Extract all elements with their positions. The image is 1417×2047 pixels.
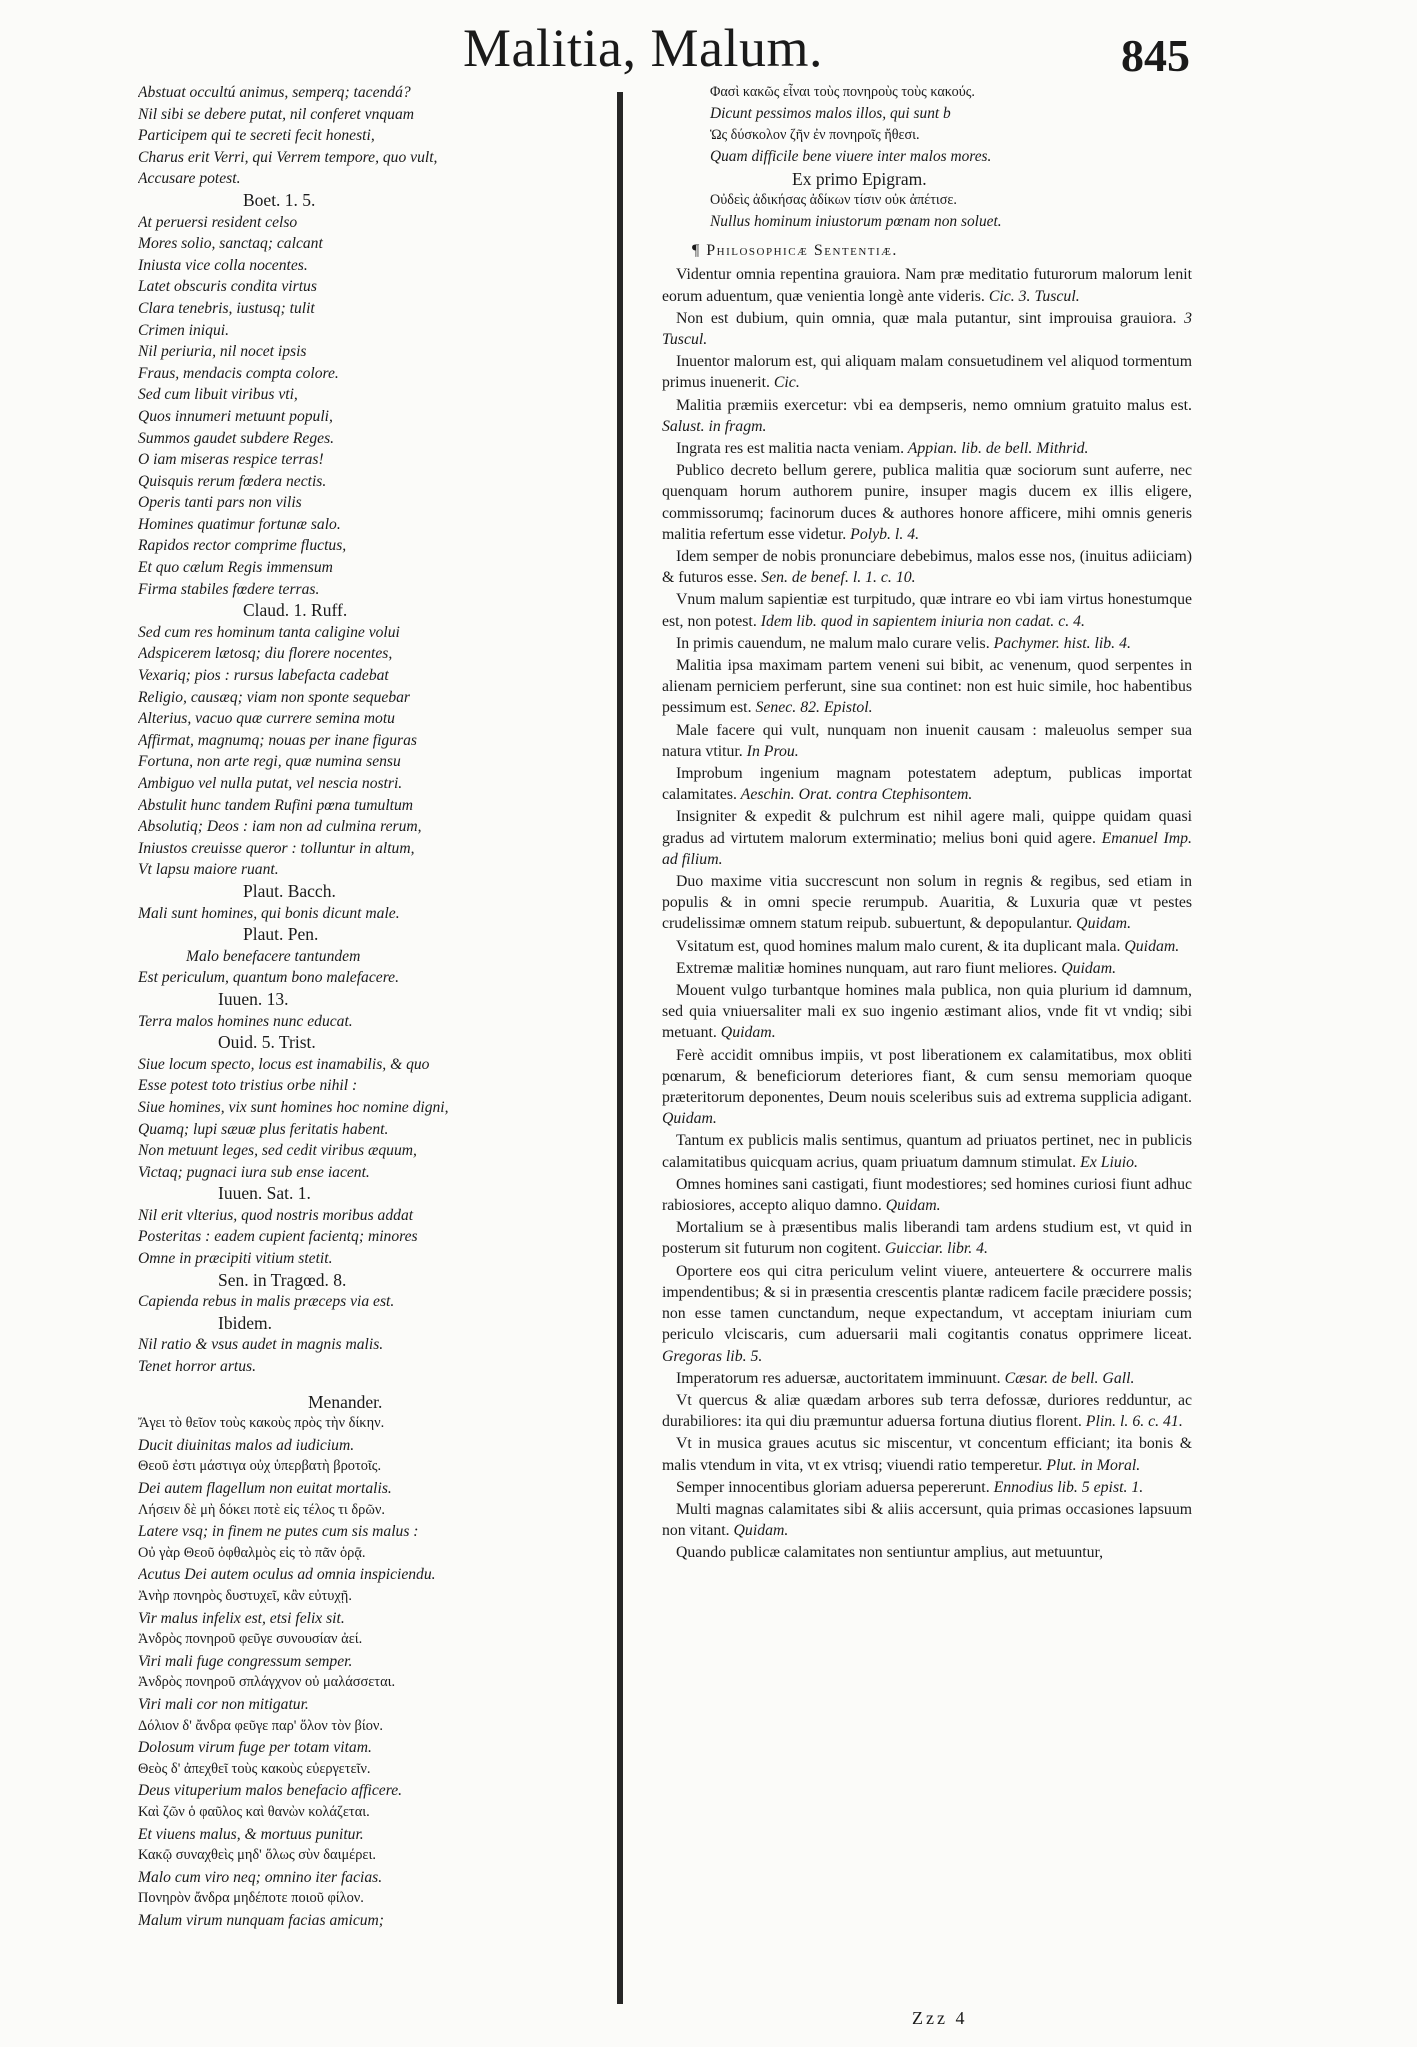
sentence-citation: Gregoras lib. 5. xyxy=(662,1347,763,1365)
verse-line: Religio, causæq; viam non sponte sequebar xyxy=(138,688,410,706)
source-citation: Iuuen. Sat. 1. xyxy=(218,1183,311,1204)
sentence-text: Malitia ipsa maximam partem veneni sui bibit, ac venenum, quod serpentes in alienam perniciem perferunt, sine sua continet: non est huic simile, hoc habentibus pessimum est. xyxy=(662,657,1192,717)
sentence-paragraph xyxy=(662,546,1192,588)
verse-line: Acutus Dei autem oculus ad omnia inspiciendu. xyxy=(138,1566,436,1584)
verse-line: Deus vituperium malos benefacio afficere. xyxy=(138,1782,403,1800)
sentence-citation: Cic. 3. Tuscul. xyxy=(984,287,1080,305)
sentence-paragraph xyxy=(662,1477,1192,1498)
sentence-paragraph xyxy=(662,351,1192,393)
verse-line: Viri mali cor non mitigatur. xyxy=(138,1695,309,1713)
sentence-paragraph xyxy=(662,1217,1192,1259)
sentence-text: Idem semper de nobis pronunciare debebimus, malos esse nos, (inuitus adiiciam) & futuros esse. xyxy=(662,547,1192,587)
source-citation: Plaut. Bacch. xyxy=(243,880,336,901)
page-title: Malitia, Malum. xyxy=(463,18,823,78)
sentence-text: Ferè accidit omnibus impiis, vt post liberationem ex calamitatibus, mox obliti pœnarum, & beneficiorum deteriores fiant, & cum sensu memoriam quoque præteritorum deponentes, Deum nouis sceleribus suis ad extrema supplicia adigant. xyxy=(662,1046,1192,1107)
sentence-citation: Aeschin. Orat. contra Ctephisontem. xyxy=(737,786,973,804)
sentence-text: Videntur omnia repentina grauiora. Nam præ meditatio futurorum malorum lenit eorum aduentum, quæ venientia longè ante videris. xyxy=(662,266,1192,305)
verse-line: Dei autem flagellum non euitat mortalis. xyxy=(138,1480,392,1497)
greek-verse-line: Δόλιον δ' ἄνδρα φεῦγε παρ' ὅλον τὸν βίον. xyxy=(138,1717,383,1734)
signature-mark: Zzz 4 xyxy=(912,2008,968,2028)
verse-line: Latet obscuris condita virtus xyxy=(138,278,317,296)
sentence-text: Imperatorum res aduersæ, auctoritatem imminuunt. xyxy=(676,1369,1001,1387)
greek-verse-line: Ἀνδρὸς πονηροῦ φεῦγε συνουσίαν ἀεί. xyxy=(138,1631,363,1648)
verse-line: Fortuna, non arte regi, quæ numina sensu xyxy=(138,753,401,771)
page-number: 845 xyxy=(1121,30,1190,81)
sentence-citation: Salust. in fragm. xyxy=(662,417,767,435)
verse-line: Alterius, vacuo quæ currere semina motu xyxy=(138,710,395,728)
greek-verse-line: Οὐ γὰρ Θεοῦ ὀφθαλμὸς εἰς τὸ πᾶν ὁρᾷ. xyxy=(138,1544,366,1561)
verse-line: Est periculum, quantum bono malefacere. xyxy=(138,969,400,987)
sentence-text: Improbum ingenium magnam potestatem adeptum, publicas importat calamitates. xyxy=(662,765,1192,804)
sentence-citation: Quidam. xyxy=(881,1197,941,1215)
greek-verse-line: Φασὶ κακῶς εἶναι τοὺς πονηροὺς τοὺς κακούς. xyxy=(710,84,975,100)
sentence-citation: Plin. l. 6. c. 41. xyxy=(1081,1413,1183,1431)
sentence-paragraph xyxy=(662,308,1192,350)
greek-verse-line: Πονηρὸν ἄνδρα μηδέποτε ποιοῦ φίλον. xyxy=(138,1890,364,1907)
sentence-paragraph xyxy=(662,871,1192,935)
sentence-paragraph xyxy=(662,438,1192,459)
spacer xyxy=(138,1378,588,1392)
verse-line: Rapidos rector comprime fluctus, xyxy=(138,537,347,555)
sentence-citation: Quidam. xyxy=(1072,915,1132,933)
sentence-text: Mouent vulgo turbantque homines mala publica, non quia plurium id damnum, sed quia vniuersaliter mali ex suo ingenio æstimant alios, vnde fit vt vndiq; sibi metuant. xyxy=(662,982,1192,1042)
sentence-text: Duo maxime vitia succrescunt non solum in regnis & regibus, sed etiam in populis & in omni specie rerumpub. Auaritia, & Luxuria quæ vt pestes crudelissimæ omnem statum reipub. subuertunt, & depopulantur. xyxy=(662,873,1192,933)
verse-line: Iniusta vice colla nocentes. xyxy=(138,256,308,274)
verse-line: Terra malos homines nunc educat. xyxy=(138,1012,353,1030)
verse-line: Quamq; lupi sæuæ plus feritatis habent. xyxy=(138,1120,389,1138)
source-citation: Claud. 1. Ruff. xyxy=(243,600,348,621)
greek-verse-line: Θεοῦ ἐστι μάστιγα οὐχ ὑπερβατὴ βροτοῖς. xyxy=(138,1458,382,1475)
sentence-text: Ingrata res est malitia nacta veniam. xyxy=(676,439,905,457)
verse-line: Esse potest toto tristius orbe nihil : xyxy=(138,1077,358,1095)
greek-verse-line: Ἀνδρὸς πονηροῦ σπλάγχνον οὐ μαλάσσεται. xyxy=(138,1674,396,1691)
sentence-paragraph xyxy=(662,1261,1192,1367)
sentence-paragraph xyxy=(662,763,1192,805)
verse-line: Abstulit hunc tandem Rufini pœna tumultum xyxy=(138,796,414,814)
sentence-citation: Appian. lib. de bell. Mithrid. xyxy=(904,439,1089,457)
sentence-text: Non est dubium, quin omnia, quæ mala putantur, sint improuisa grauiora. xyxy=(676,309,1177,327)
sentence-citation: Emanuel Imp. ad filium. xyxy=(662,829,1192,868)
greek-verse-line: Οὐδεὶς ἀδικήσας ἀδίκων τίσιν οὐκ ἀπέτισε. xyxy=(710,191,957,208)
verse-line: Quam difficile bene viuere inter malos mores. xyxy=(710,148,992,166)
verse-line: Malum virum nunquam facias amicum; xyxy=(138,1911,385,1929)
sentence-text: Vt in musica graues acutus sic miscentur, vt concentum efficiant; ita bonis & malis vtendum in vita, vt ex vtrisq; viuendi ratio temperetur. xyxy=(662,1435,1192,1474)
sentence-text: In primis cauendum, ne malum malo curare velis. xyxy=(676,634,990,652)
verse-line: Vt lapsu maiore ruant. xyxy=(138,861,279,879)
sentence-citation: Quidam. xyxy=(716,1024,776,1042)
sentence-citation: Ennodius lib. 5 epist. 1. xyxy=(989,1478,1144,1496)
source-citation: Boet. 1. 5. xyxy=(243,189,316,210)
sentence-citation: Pachymer. hist. lib. 4. xyxy=(989,634,1131,652)
sentence-text: Multi magnas calamitates sibi & aliis accersunt, quia primas occasiones lapsuum non vitant. xyxy=(662,1500,1192,1540)
verse-line: At peruersi resident celso xyxy=(138,213,298,231)
sentence-text: Inuentor malorum est, qui aliquam malam consuetudinem vel aliquod tormentum primus inuenerit. xyxy=(662,353,1192,392)
verse-line: Malo cum viro neq; omnino iter facias. xyxy=(138,1868,383,1886)
sentence-paragraph xyxy=(662,1499,1192,1541)
source-citation: Plaut. Pen. xyxy=(243,924,319,945)
verse-line: Nil periuria, nil nocet ipsis xyxy=(138,343,307,361)
sentence-paragraph xyxy=(662,806,1192,870)
sentence-paragraph xyxy=(662,1174,1192,1216)
verse-line: Participem qui te secreti fecit honesti, xyxy=(138,127,375,145)
verse-line: Nil ratio & vsus audet in magnis malis. xyxy=(138,1336,384,1354)
sentence-text: Malitia præmiis exercetur: vbi ea dempseris, nemo omnium gratuito malus est. xyxy=(676,396,1192,414)
verse-line: Et viuens malus, & mortuus punitur. xyxy=(138,1825,364,1843)
greek-verse-line: Θεὸς δ' ἀπεχθεῖ τοὺς κακοὺς εὐεργετεῖν. xyxy=(138,1760,371,1777)
verse-line: Abstuat occultú animus, semperq; tacendá? xyxy=(138,84,411,101)
sentence-citation: 3 Tuscul. xyxy=(662,309,1192,348)
verse-line: Victaq; pugnaci iura sub ense iacent. xyxy=(138,1163,370,1181)
source-citation: Ex primo Epigram. xyxy=(792,168,927,189)
verse-line: Malo benefacere tantundem xyxy=(186,947,361,965)
verse-line: Nil sibi se debere putat, nil conferet vnquam xyxy=(138,105,415,123)
sentence-citation: Polyb. l. 4. xyxy=(846,525,920,543)
verse-line: Capienda rebus in malis præceps via est. xyxy=(138,1293,395,1311)
greek-verse-line: Καὶ ζῶν ὁ φαῦλος καὶ θανὼν κολάζεται. xyxy=(138,1803,370,1820)
verse-line: Latere vsq; in finem ne putes cum sis malus : xyxy=(138,1523,419,1541)
sentence-paragraph xyxy=(662,589,1192,631)
left-column xyxy=(138,82,588,2026)
sentence-paragraph xyxy=(662,1368,1192,1389)
verse-line: Accusare potest. xyxy=(138,170,241,188)
verse-line: Vir malus infelix est, etsi felix sit. xyxy=(138,1609,345,1627)
verse-line: Posteritas : eadem cupient facientq; minores xyxy=(138,1228,418,1246)
sentence-paragraph xyxy=(662,395,1192,437)
verse-line: Absolutiq; Deos : iam non ad culmina rerum, xyxy=(138,818,422,836)
verse-line: Vexariq; pios : rursus labefacta cadebat xyxy=(138,667,389,685)
sentence-text: Vsitatum est, quod homines malum malo curent, & ita duplicant mala. xyxy=(676,937,1121,955)
verse-line: Affirmat, magnumq; nouas per inane figuras xyxy=(138,731,417,749)
greek-verse-line: Ὡς δύσκολον ζῆν ἐν πονηροῖς ἤθεσι. xyxy=(710,126,920,143)
sentence-text: Vt quercus & aliæ quædam arbores sub terra defossæ, duriores redduntur, ac durabiliores: ita qui diu præmuntur aduersa fortuna diutius florent. xyxy=(662,1391,1192,1431)
verse-line: Firma stabiles fœdere terras. xyxy=(138,580,320,598)
greek-verse-line: Ἄγει τὸ θεῖον τοὺς κακοὺς πρὸς τὴν δίκην. xyxy=(138,1415,385,1432)
verse-line: Siue homines, vix sunt homines hoc nomine digni, xyxy=(138,1098,449,1116)
sentence-citation: Sen. de benef. l. 1. c. 10. xyxy=(757,569,916,587)
sentence-citation: Quidam. xyxy=(1120,937,1180,955)
verse-line: Summos gaudet subdere Reges. xyxy=(138,429,335,447)
greek-verse-line: Κακῷ συναχθεὶς μηδ' ὅλως σὺν δαιμέρει. xyxy=(138,1847,376,1864)
verse-line: Charus erit Verri, qui Verrem tempore, quo vult, xyxy=(138,148,438,166)
verse-line: Mores solio, sanctaq; calcant xyxy=(138,235,323,253)
sentence-text: Quando publicæ calamitates non sentiuntur amplius, aut metuuntur, xyxy=(676,1544,1104,1562)
verse-line: Homines quatimur fortunæ salo. xyxy=(138,515,341,533)
verse-line: Siue locum specto, locus est inamabilis, & quo xyxy=(138,1055,430,1073)
greek-verse-line: Λήσειν δὲ μὴ δόκει ποτὲ εἰς τέλος τι δρῶν. xyxy=(138,1501,385,1518)
column-rule xyxy=(617,92,623,2004)
sentence-paragraph xyxy=(662,460,1192,545)
verse-line: Clara tenebris, iustusq; tulit xyxy=(138,299,315,317)
sentence-paragraph xyxy=(662,1390,1192,1432)
sentence-citation: Ex Liuio. xyxy=(1076,1153,1139,1171)
sentence-text: Oportere eos qui citra periculum velint viuere, anteuertere & occurrere malis impendentibus; & si in præsentia crescentis plantæ radicem facile præcidere possis; non esse tamen cunctandum, neque expectandum, vt acceptam iniuriam cum periculo vlciscaris, cum aduersarii mali cogitantis conatus opprimere liceat. xyxy=(662,1262,1192,1344)
source-citation: Menander. xyxy=(308,1391,383,1412)
verse-line: Ducit diuinitas malos ad iudicium. xyxy=(138,1436,355,1454)
sentence-text: Mortalium se à præsentibus malis liberandi tam ardens studium est, vt quid in posterum sit futurum non cogitent. xyxy=(662,1219,1192,1258)
verse-line: Mali sunt homines, qui bonis dicunt male. xyxy=(138,904,400,922)
sentence-paragraph xyxy=(662,936,1192,957)
sentence-citation: Quidam. xyxy=(729,1522,789,1540)
verse-line: Fraus, mendacis compta colore. xyxy=(138,364,339,382)
right-column xyxy=(662,82,1192,2026)
sentence-citation: In Prou. xyxy=(742,742,799,760)
sentence-paragraph xyxy=(662,1045,1192,1130)
sentence-citation: Guicciar. libr. 4. xyxy=(880,1240,989,1258)
source-citation: Ibidem. xyxy=(218,1312,272,1333)
sentence-citation: Plut. in Moral. xyxy=(1042,1456,1141,1474)
sentence-paragraph xyxy=(662,980,1192,1044)
sentence-text: Publico decreto bellum gerere, publica malitia quæ sociorum sunt auferre, nec quenquam horum authorem punire, insuper magis ducem ex illis eligere, commissorumq; facinorum duces & authores honore afficere, mihi omnis generis malitia refertum esse videtur. xyxy=(662,462,1192,543)
verse-line: Adspicerem lætosq; diu florere nocentes, xyxy=(138,645,393,663)
section-heading: ¶ Philosophicæ Sententiæ. xyxy=(692,242,898,260)
source-citation: Iuuen. 13. xyxy=(218,988,289,1009)
sentence-citation: Cic. xyxy=(769,374,800,392)
sentence-paragraph xyxy=(662,720,1192,762)
verse-line: Omne in præcipiti vitium stetit. xyxy=(138,1250,333,1268)
sentence-paragraph xyxy=(662,633,1192,654)
verse-line: Non metuunt leges, sed cedit viribus æquum, xyxy=(138,1142,417,1160)
verse-line: Nullus hominum iniustorum pœnam non soluet. xyxy=(710,212,1002,230)
sentence-text: Insigniter & expedit & pulchrum est nihil agere mali, quippe quidam quasi gradus ad virtutem malorum exterminatio; melius boni quid agere. xyxy=(662,808,1192,847)
verse-line: Crimen iniqui. xyxy=(138,321,229,339)
verse-line: Viri mali fuge congressum semper. xyxy=(138,1652,353,1670)
verse-line: Tenet horror artus. xyxy=(138,1358,256,1376)
sentence-citation: Idem lib. quod in sapientem iniuria non cadat. c. 4. xyxy=(756,612,1085,630)
sentence-paragraph xyxy=(662,1130,1192,1172)
source-citation: Ouid. 5. Trist. xyxy=(218,1032,316,1053)
verse-line: Dicunt pessimos malos illos, qui sunt b xyxy=(710,105,951,123)
sentence-citation: Senec. 82. Epistol. xyxy=(751,699,873,717)
verse-line: Sed cum res hominum tanta caligine volui xyxy=(138,623,400,641)
verse-line: Quisquis rerum fœdera nectis. xyxy=(138,472,327,490)
verse-line: Iniustos creuisse queror : tolluntur in altum, xyxy=(138,839,415,857)
sentence-citation: Quidam. xyxy=(1057,959,1117,977)
verse-line: Dolosum virum fuge per totam vitam. xyxy=(138,1739,372,1757)
verse-line: Quos innumeri metuunt populi, xyxy=(138,407,333,425)
verse-line: O iam miseras respice terras! xyxy=(138,451,324,469)
source-citation: Sen. in Tragœd. 8. xyxy=(218,1269,347,1290)
verse-line: Operis tanti pars non vilis xyxy=(138,494,302,512)
sentence-paragraph xyxy=(662,958,1192,979)
sentence-paragraph xyxy=(662,1433,1192,1475)
sentence-paragraph xyxy=(662,264,1192,306)
sentence-text: Semper innocentibus gloriam aduersa pepererunt. xyxy=(676,1478,990,1496)
greek-verse-line: Ἀνὴρ πονηρὸς δυστυχεῖ, κἂν εὐτυχῇ. xyxy=(138,1587,352,1604)
sentence-text: Extremæ malitiæ homines nunquam, aut raro fiunt meliores. xyxy=(676,959,1058,977)
sentence-paragraph xyxy=(662,655,1192,719)
sentence-text: Tantum ex publicis malis sentimus, quantum ad priuatos pertinet, nec in publicis calamitatibus quicquam acrius, quam priuatum damnum stimulat. xyxy=(662,1132,1192,1171)
sentence-text: Omnes homines sani castigati, fiunt modestiores; sed homines curiosi fiunt adhuc rabiosiores, accepto aliquo damno. xyxy=(662,1175,1192,1215)
verse-line: Ambiguo vel nulla putat, vel nescia nostri. xyxy=(138,775,403,792)
sentence-text: Male facere qui vult, nunquam non inuenit causam : maleuolus semper sua natura vtitur. xyxy=(662,721,1192,760)
verse-line: Nil erit vlterius, quod nostris moribus addat xyxy=(138,1206,414,1224)
sentence-text: Vnum malum sapientiæ est turpitudo, quæ intrare eo vbi iam virtus honestumque est, non potest. xyxy=(662,591,1192,630)
sentence-citation: Cæsar. de bell. Gall. xyxy=(1000,1369,1135,1387)
verse-line: Et quo cælum Regis immensum xyxy=(138,559,333,577)
sentence-citation: Quidam. xyxy=(662,1110,717,1128)
sentence-paragraph xyxy=(662,1542,1192,1563)
verse-line: Sed cum libuit viribus vti, xyxy=(138,386,298,404)
